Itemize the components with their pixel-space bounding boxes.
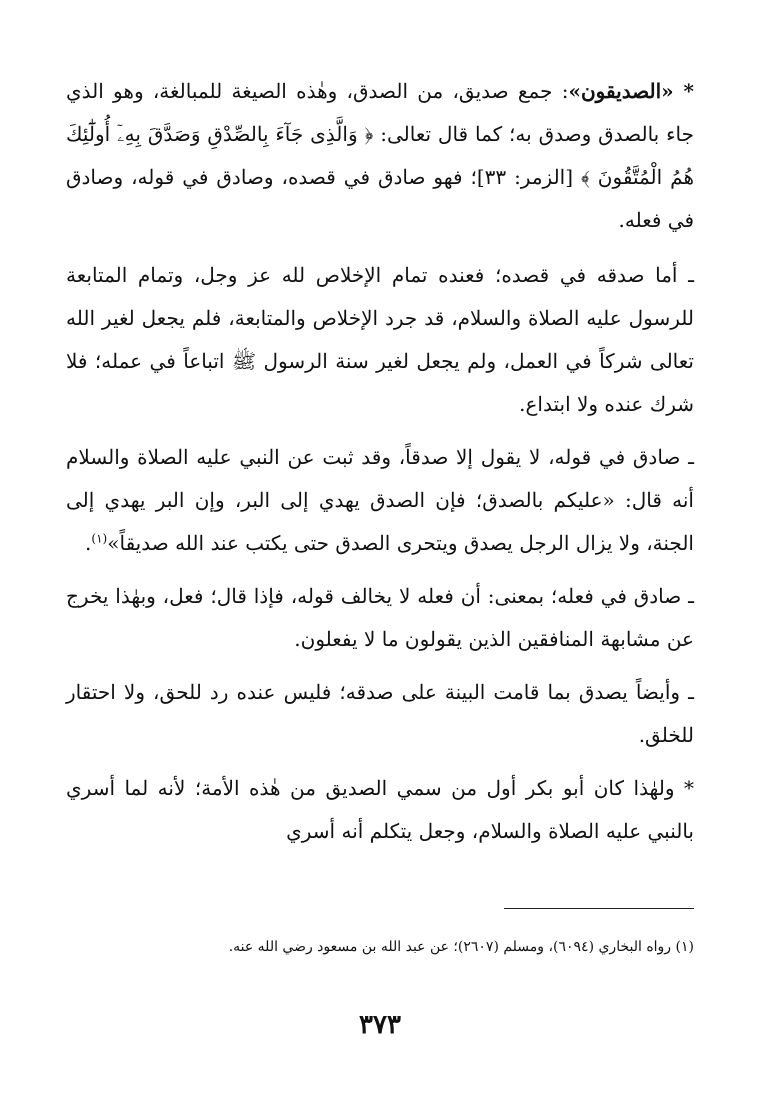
paragraph-truth-in-intent: ـ أما صدقه في قصده؛ فعنده تمام الإخلاص لله عز وجل، وتمام المتابعة للرسول عليه الصلاة والسلام، قد جرد الإخلاص والمتابعة، فلم يجعل لغير الله تعالى شركاً في العمل، ولم يجعل لغير سنة الرسول ﷺ اتباعاً في عمله؛ فلا شرك عنده ولا ابتداع.	[66, 263, 694, 416]
paragraph-truth-in-action: ـ صادق في فعله؛ بمعنى: أن فعله لا يخالف قوله، فإذا قال؛ فعل، وبهٰذا يخرج عن مشابهة المنافقين الذين يقولون ما لا يفعلون.	[66, 584, 694, 651]
paragraph-truth-in-speech	[66, 436, 694, 565]
sentence-end: .	[85, 531, 92, 555]
quran-verse: ﴿ وَالَّذِى جَآءَ بِالصِّدْقِ وَصَدَّقَ بِهِۦٓ أُولَٰٓئِكَ هُمُ الْمُتَّقُونَ ﴾	[66, 122, 694, 189]
truth-in-speech-text: ـ صادق في قوله، لا يقول إلا صدقاً، وقد ثبت عن النبي عليه الصلاة والسلام أنه قال: «عليكم بالصدق؛ فإن الصدق يهدي إلى البر، وإن البر يهدي إلى الجنة، ولا يزال الرجل يصدق ويتحرى الصدق حتى يكتب عند الله صديقاً»	[66, 445, 694, 555]
quran-reference: [الزمر: ٣٣]؛	[470, 165, 581, 189]
paragraph-siddiqun-definition	[66, 70, 694, 242]
footnote-reference-mark[interactable]: (١)	[91, 531, 108, 546]
term-siddiqun: «الصديقون»	[568, 79, 674, 103]
asterisk-marker: *	[673, 79, 695, 103]
paragraph-accepting-truth: ـ وأيضاً يصدق بما قامت البينة على صدقه؛ فليس عنده رد للحق، ولا احتقار للخلق.	[66, 680, 694, 747]
paragraph-abu-bakr: * ولهٰذا كان أبو بكر أول من سمي الصديق من هٰذه الأمة؛ لأنه لما أسري بالنبي عليه الصلاة والسلام، وجعل يتكلم أنه أسري	[66, 776, 694, 843]
footnote-mark: (١)	[675, 939, 694, 955]
definition-line-2: للمبالغة، وهو الذي جاء بالصدق وصدق به؛ كما قال تعالى:	[66, 79, 694, 146]
page-number: ٣٧٣	[359, 1010, 401, 1040]
definition-line-4: فهو صادق في قصده، وصادق في قوله، وصادق في فعله.	[66, 165, 694, 232]
footnote	[66, 935, 694, 959]
footnote-text: رواه البخاري (٦٠٩٤)، ومسلم (٢٦٠٧)؛ عن عبد الله بن مسعود رضي الله عنه.	[228, 939, 672, 955]
definition-line-1: : جمع صديق، من الصدق، وهٰذه الصيغة	[231, 79, 569, 103]
footnote-divider	[504, 908, 694, 909]
